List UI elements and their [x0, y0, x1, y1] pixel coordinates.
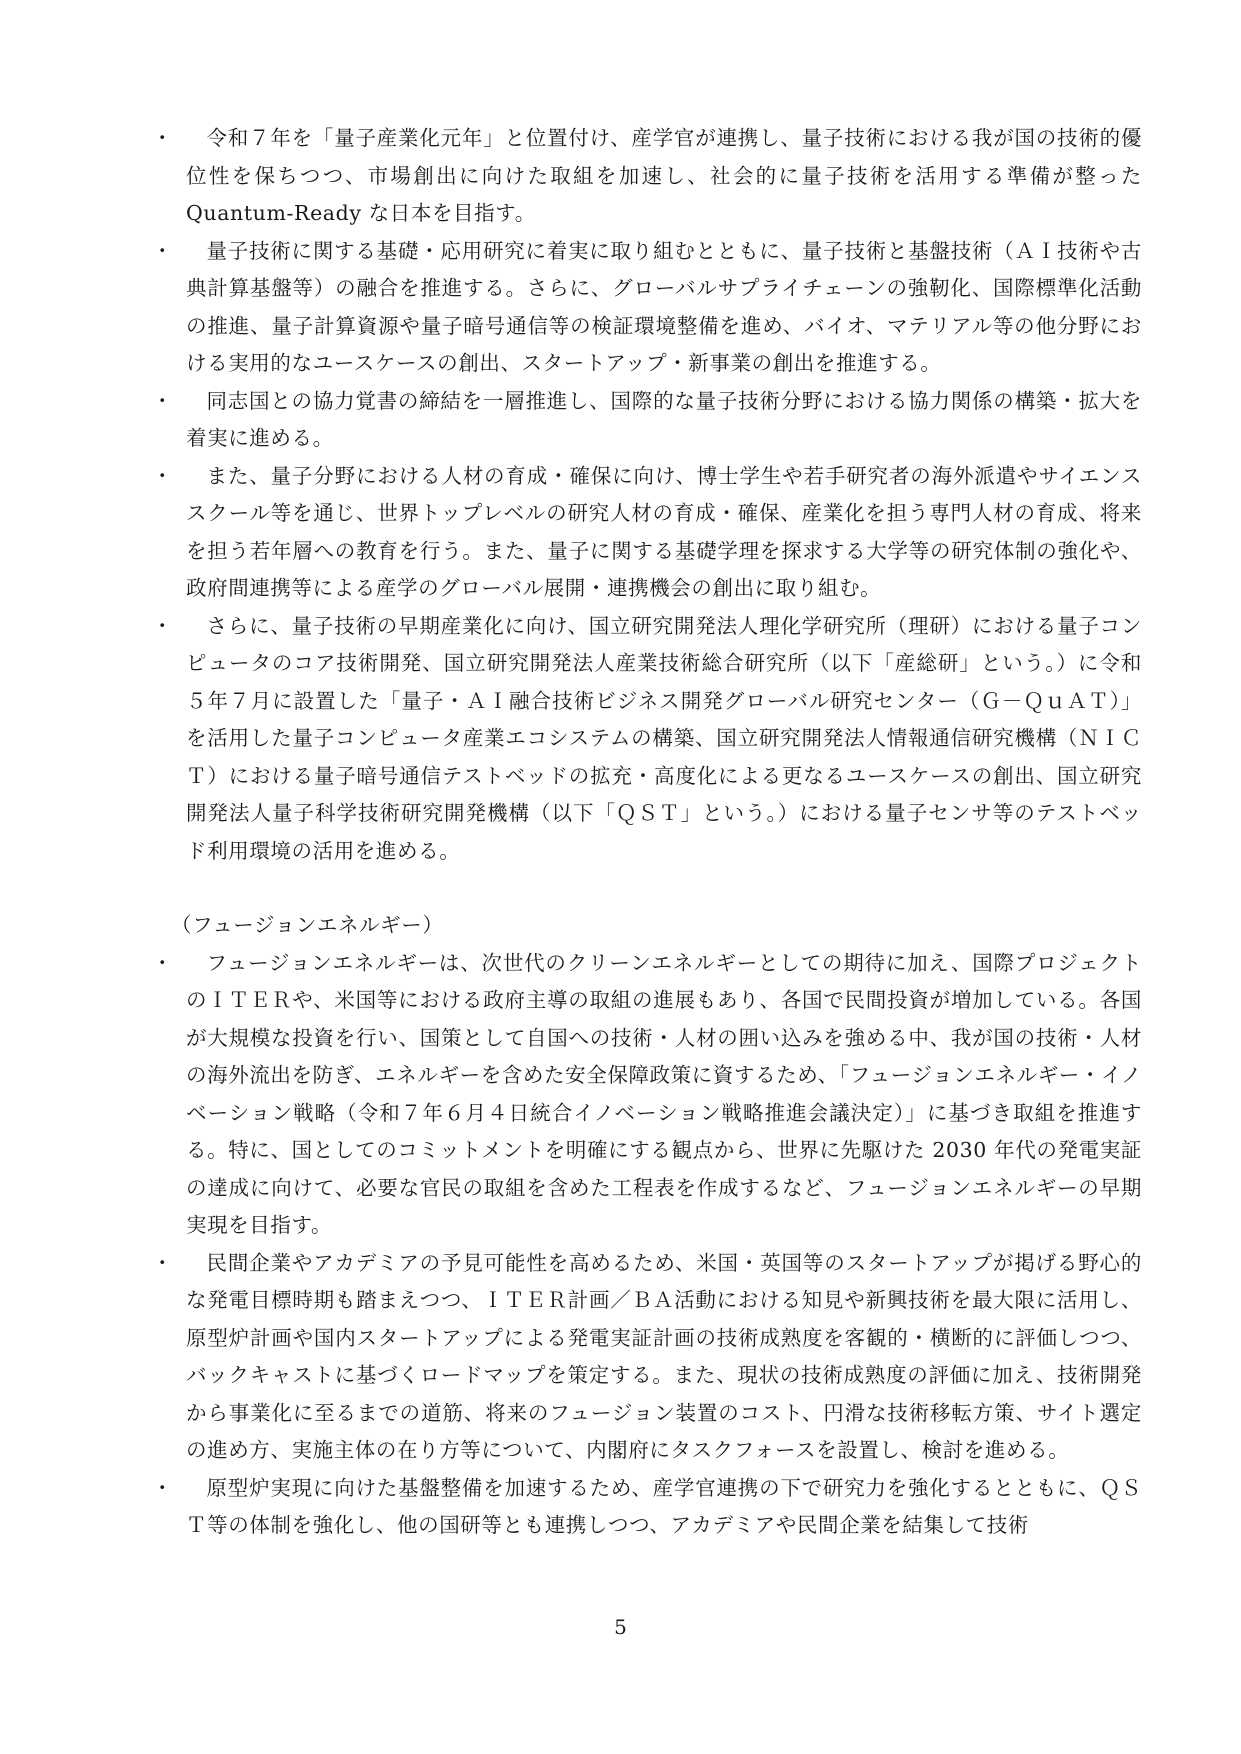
bullet-mark: ・ — [152, 1250, 174, 1275]
paragraph-text: 同志国との協力覚書の締結を一層推進し、国際的な量子技術分野における協力関係の構築・拡大を着実に進める。 — [186, 388, 1142, 450]
bullet-mark: ・ — [152, 613, 174, 638]
bullet-paragraph — [152, 1470, 1142, 1545]
section-spacer — [152, 870, 1142, 907]
section-heading: （フュージョンエネルギー） — [171, 913, 444, 937]
paragraph-text: 量子技術に関する基礎・応用研究に着実に取り組むとともに、量子技術と基盤技術（ＡＩ技術や古典計算基盤等）の融合を推進する。さらに、グローバルサプライチェーンの強靭化、国際標準化活動の推進、量子計算資源や量子暗号通信等の検証環境整備を進め、バイオ、マテリアル等の他分野における実用的なユースケースの創出、スタートアップ・新事業の創出を推進する。 — [186, 238, 1142, 375]
bullet-mark: ・ — [152, 388, 174, 413]
paragraph-text: 原型炉実現に向けた基盤整備を加速するため、産学官連携の下で研究力を強化するとともに、ＱＳＴ等の体制を強化し、他の国研等とも連携しつつ、アカデミアや民間企業を結集して技術 — [186, 1475, 1142, 1537]
paragraph-text: 民間企業やアカデミアの予見可能性を高めるため、米国・英国等のスタートアップが掲げる野心的な発電目標時期も踏まえつつ、ＩＴＥＲ計画／ＢＡ活動における知見や新興技術を最大限に活用し、原型炉計画や国内スタートアップによる発電実証計画の技術成熟度を客観的・横断的に評価しつつ、バックキャストに基づくロードマップを策定する。また、現状の技術成熟度の評価に加え、技術開発から事業化に至るまでの道筋、将来のフュージョン装置のコスト、円滑な技術移転方策、サイト選定の進め方、実施主体の在り方等について、内閣府にタスクフォースを設置し、検討を進める。 — [186, 1250, 1142, 1462]
paragraph-text: 令和７年を「量子産業化元年」と位置付け、産学官が連携し、量子技術における我が国の技術的優位性を保ちつつ、市場創出に向けた取組を加速し、社会的に量子技術を活用する準備が整った Quantum-Ready な日本を目指す。 — [186, 126, 1143, 225]
bullet-paragraph — [152, 383, 1142, 458]
bullet-mark: ・ — [152, 126, 174, 150]
bullet-mark: ・ — [152, 1475, 174, 1500]
document-body — [152, 120, 1142, 1545]
bullet-paragraph — [152, 945, 1142, 1245]
bullet-paragraph — [152, 1245, 1142, 1470]
fusion-section — [152, 907, 1142, 1545]
bullet-mark: ・ — [152, 950, 174, 975]
bullet-mark: ・ — [152, 238, 174, 263]
bullet-mark: ・ — [152, 463, 174, 488]
bullet-paragraph — [152, 120, 1142, 233]
quantum-section — [152, 120, 1142, 870]
paragraph-text: さらに、量子技術の早期産業化に向け、国立研究開発法人理化学研究所（理研）における量子コンピュータのコア技術開発、国立研究開発法人産業技術総合研究所（以下「産総研」という。）に令和５年７月に設置した「量子・ＡＩ融合技術ビジネス開発グローバル研究センター（Ｇ－ＱｕＡＴ）」を活用した量子コンピュータ産業エコシステムの構築、国立研究開発法人情報通信研究機構（ＮＩＣＴ）における量子暗号通信テストベッドの拡充・高度化による更なるユースケースの創出、国立研究開発法人量子科学技術研究開発機構（以下「ＱＳＴ」という。）における量子センサ等のテストベッド利用環境の活用を進める。 — [186, 613, 1142, 863]
paragraph-text: また、量子分野における人材の育成・確保に向け、博士学生や若手研究者の海外派遣やサイエンススクール等を通じ、世界トップレベルの研究人材の育成・確保、産業化を担う専門人材の育成、将来を担う若年層への教育を行う。また、量子に関する基礎学理を探求する大学等の研究体制の強化や、政府間連携等による産学のグローバル展開・連携機会の創出に取り組む。 — [186, 463, 1142, 600]
bullet-paragraph — [152, 458, 1142, 608]
page-number: 5 — [614, 1615, 627, 1639]
bullet-paragraph — [152, 233, 1142, 383]
paragraph-text: フュージョンエネルギーは、次世代のクリーンエネルギーとしての期待に加え、国際プロジェクトのＩＴＥＲや、米国等における政府主導の取組の進展もあり、各国で民間投資が増加している。各国が大規模な投資を行い、国策として自国への技術・人材の囲い込みを強める中、我が国の技術・人材の海外流出を防ぎ、エネルギーを含めた安全保障政策に資するため、「フュージョンエネルギー・イノベーション戦略（令和７年６月４日統合イノベーション戦略推進会議決定）」に基づき取組を推進する。特に、国としてのコミットメントを明確にする観点から、世界に先駆けた 2030 年代の発電実証の達成に向けて、必要な官民の取組を含めた工程表を作成するなど、フュージョンエネルギーの早期実現を目指す。 — [186, 950, 1142, 1237]
bullet-paragraph — [152, 608, 1142, 871]
